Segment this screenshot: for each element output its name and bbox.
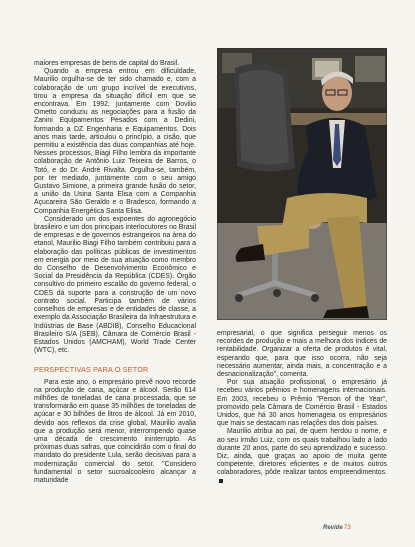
portrait-photo: [217, 48, 387, 320]
section-heading: PERSPECTIVAS PARA O SETOR: [34, 365, 149, 375]
paragraph: Para este ano, o empresário prevê novo recorde na produção de cana, açúcar e álcool. Serão 614 milhões de toneladas de cana processada, que se transformarão em quase 35 milhões de toneladas de açúcar e 30 bilhões de litros de álcool. Já em 2010, devido aos reflexos da crise global, Maurilio avalia que a produção será menor, interrompendo quase uma década de crescimento ininterrupto. As próximas duas safras, que coincidirão com o final do mandato do presidente Lula, serão decisivas para a modernização comercial do setor. "Considero fundamental o setor sucroalcooleiro alcançar a maturidade: [34, 378, 196, 484]
page-number: 73: [343, 524, 351, 531]
paragraph: Quando a empresa entrou em dificuldade, Maurilio orgulha-se de ter sido chamado e, com a colaboração de um grupo incrível de executivos, tirou a empresa da situação difícil em que se encontrava. Em 1992, juntamente com Dovilio Ometto conduziu as negociações para a fusão da Zanini Equipamentos Pesados com a Dedini, formando a DZ Engenharia e Equipamentos. Dois anos mais tarde, articulou o princípio, a cisão, que permitiu a existência das duas companhias até hoje. Nesses processos, Biagi Filho lembra da importante colaboração de Antônio Luiz Teixeira de Barros, o Totó, e do Dr. André Rivalta. Orgulha-se, também, por ter mediado, juntamente com o seu amigo Gustavo Simione, a primeira grande fusão do setor, a união da Usina Santa Elisa com a Companhia Açucareira São Geraldo e o Bradesco, formando a Companhia Energética Santa Elisa.: [34, 68, 196, 215]
paragraph: Por sua atuação profissional, o empresário já recebeu vários prêmios e homenagens internacionais. Em 2003, recebeu o Prêmio "Person of the Year", promovido pela Câmara de Comércio Brasil - Estados Unidos, que há 30 anos homenageia os empresários que mais se destacam nas relações dos dois países.: [217, 379, 387, 428]
page-footer: [323, 524, 351, 531]
paragraph: [217, 428, 387, 485]
end-mark-icon: [219, 479, 223, 483]
left-text-column: [34, 60, 196, 485]
paragraph: Considerado um dos expoentes do agronegócio brasileiro e um dos principais interlocutores no Brasil de empresas e de governos estrangeiros na área do etanol, Maurilio Biagi Filho também contribuiu para a elaboração das políticas públicas de investimentos em energia por meio de sua atuação como membro do Conselho de Desenvolvimento Econômico e Social da Presidência da República (CDES). Órgão consultivo do primeiro escalão do governo federal, o CDES dá suporte para a construção de um novo contrato social. Participa também de vários conselhos de empresas e de entidades de classe, a exemplo da Associação Brasileira da Infraestrutura e Indústrias de Base (ABDIB), Conselho Educacional Brasileiro S/A (SEB), Câmara de Comércio Brasil - Estados Unidos (AMCHAM), World Trade Center (WTC), etc.: [34, 215, 196, 355]
paragraph-text: Maurilio atribui ao pai, de quem herdou o nome, e ao seu irmão Luiz, com os quais trabalhou lado a lado durante 20 anos, parte do seu aprendizado e sucesso. Diz, ainda, que graças ao apoio de muita gente competente, diretores eficientes e de muitos outros colaboradores, pôde realizar tantos empreendimentos.: [217, 428, 387, 477]
right-text-column: [217, 330, 387, 486]
magazine-name: Revide: [323, 525, 343, 531]
portrait-photo-icon: [217, 48, 387, 320]
paragraph: maiores empresas de bens de capital do Brasil.: [34, 60, 180, 67]
paragraph: empresarial, o que significa perseguir menos os recordes de produção e mais a melhora dos índices de rentabilidade. Organizar a oferta de produtos é vital, esperando que, para que isso ocorra, não seja necessário aumentar, ainda mais, a concentração e a desnacionalização", comenta.: [217, 330, 387, 379]
